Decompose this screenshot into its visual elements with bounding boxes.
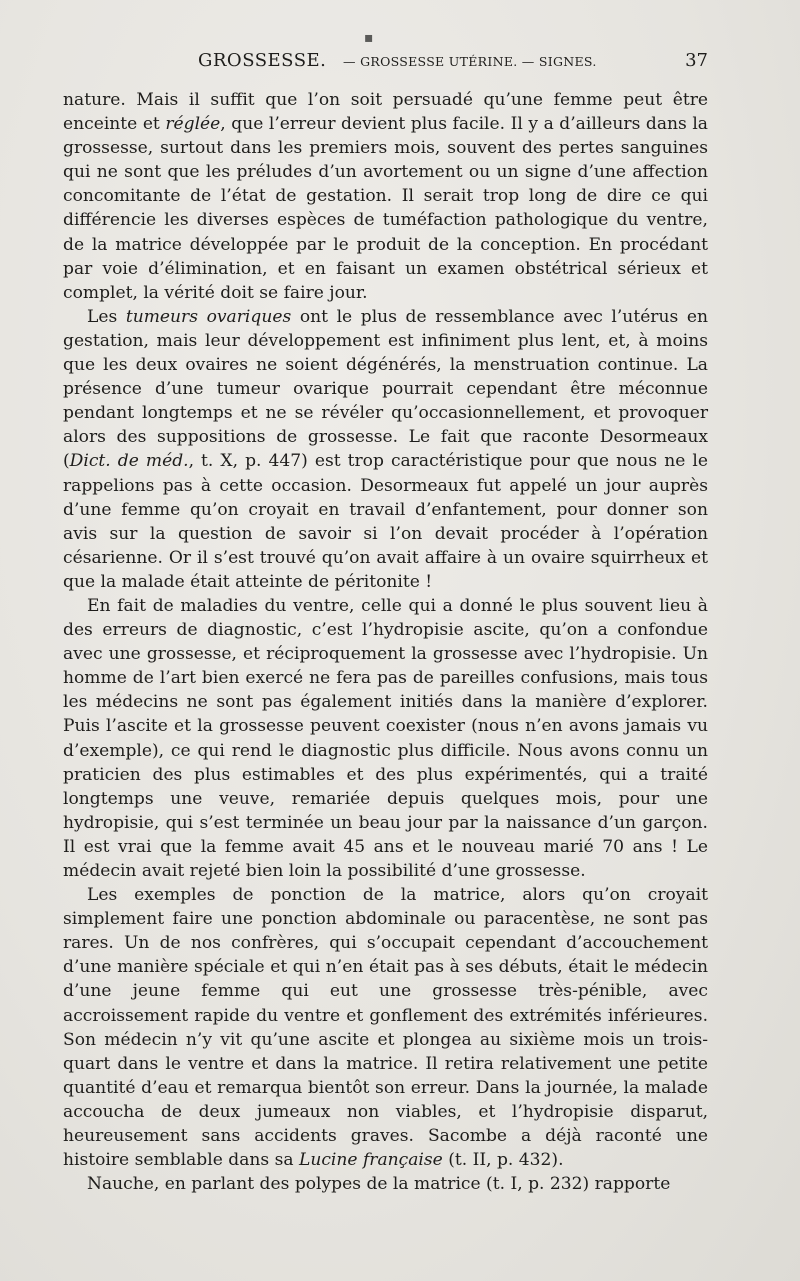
page-number: 37: [685, 50, 708, 71]
header-title: GROSSESSE.: [198, 50, 327, 71]
text-run: Les: [87, 306, 126, 327]
paragraph: [63, 1172, 708, 1196]
italic-text: réglée: [165, 114, 221, 135]
paragraph: [63, 305, 708, 594]
paragraph: [63, 594, 708, 883]
text-run: En fait de maladies du ventre, celle qui a donné le plus souvent lieu à des erreurs de diagnostic, c’est l’hydropisie ascite, qu’on a confondue avec une grossesse, et réciproquement la grossesse avec l’hydropisie. Un homme de l’art bien exercé ne fera pas de pareilles confusions, mais tous les médecins ne sont pas également initiés dans la manière d’explorer. Puis l’ascite et la grossesse peuvent coexister (nous n’en avons jamais vu d’exemple), ce qui rend le diagnostic plus difficile. Nous avons connu un praticien des plus estimables et des plus expérimentés, qui a traité longtemps une veuve, remariée depuis quelques mois, pour une hydropisie, qui s’est terminée un beau jour par la naissance d’un garçon. Il est vrai que la femme avait 45 ans et le nouveau marié 70 ans ! Le médecin avait rejeté bien loin la possibilité d’une grossesse.: [63, 595, 708, 881]
italic-text: Dict. de méd.: [69, 451, 189, 472]
paragraph: [63, 883, 708, 1172]
italic-text: tumeurs ovariques: [125, 306, 292, 327]
text-run: (t. II, p. 432).: [442, 1150, 564, 1171]
text-run: ont le plus de ressemblance avec l’utérus en gestation, mais leur développement est infiniment plus lent, et, à moins que les deux ovaires ne soient dégénérés, la menstruation continue. La présence d’une tumeur ovarique pourrait cependant être méconnue pendant longtemps et ne se révéler qu’occasionnellement, et provoquer alors des suppositions de grossesse. Le fait que raconte Desormeaux (: [63, 306, 708, 472]
text-run: Nauche, en parlant des polypes de la matrice (t. I, p. 232) rapporte: [87, 1174, 671, 1195]
text-run: Les exemples de ponction de la matrice, alors qu’on croyait simplement faire une ponction abdominale ou paracentèse, ne sont pas rares. Un de nos confrères, qui s’occupait cependant d’accouchement d’une manière spéciale et qui n’en était pas à ses débuts, était le médecin d’une jeune femme qui eut une grossesse très-pénible, avec accroissement rapide du ventre et gonflement des extrémités inférieures. Son médecin n’y vit qu’une ascite et plongea au sixième mois un trois-quart dans le ventre et dans la matrice. Il retira relativement une petite quantité d’eau et remarqua bientôt son erreur. Dans la journée, la malade accoucha de deux jumeaux non viables, et l’hydropisie disparut, heureusement sans accidents graves. Sacombe a déjà raconté une histoire semblable dans sa: [63, 885, 708, 1171]
header-subtitle: — GROSSESSE UTÉRINE. — SIGNES.: [343, 54, 597, 69]
paragraph: [63, 88, 708, 305]
text-run: , t. X, p. 447) est trop caractéristique pour que nous ne le rappelions pas à cette occasion. Desormeaux fut appelé un jour auprès d’une femme qu’on croyait en travail d’enfantement, pour donner son avis sur la question de savoir si l’on devait procéder à l’opération césarienne. Or il s’est trouvé qu’on avait affaire à un ovaire squirrheux et que la malade était atteinte de péritonite !: [63, 451, 708, 592]
ink-speck: ▪: [364, 30, 374, 46]
body-text: [63, 88, 708, 1196]
running-header: [60, 50, 710, 76]
text-run: nature. Mais il suffit que l’on soit persuadé qu’une femme peut être enceinte et: [63, 90, 708, 135]
text-run: , que l’erreur devient plus facile. Il y a d’ailleurs dans la grossesse, surtout dans les premiers mois, souvent des pertes sanguines qui ne sont que les préludes d’un avortement ou un signe d’une affection concomitante de l’état de gestation. Il serait trop long de dire ce qui différencie les diverses espèces de tuméfaction pathologique du ventre, de la matrice développée par le produit de la conception. En procédant par voie d’élimination, et en faisant un examen obstétrical sérieux et complet, la vérité doit se faire jour.: [63, 114, 708, 303]
italic-text: Lucine française: [299, 1150, 443, 1171]
